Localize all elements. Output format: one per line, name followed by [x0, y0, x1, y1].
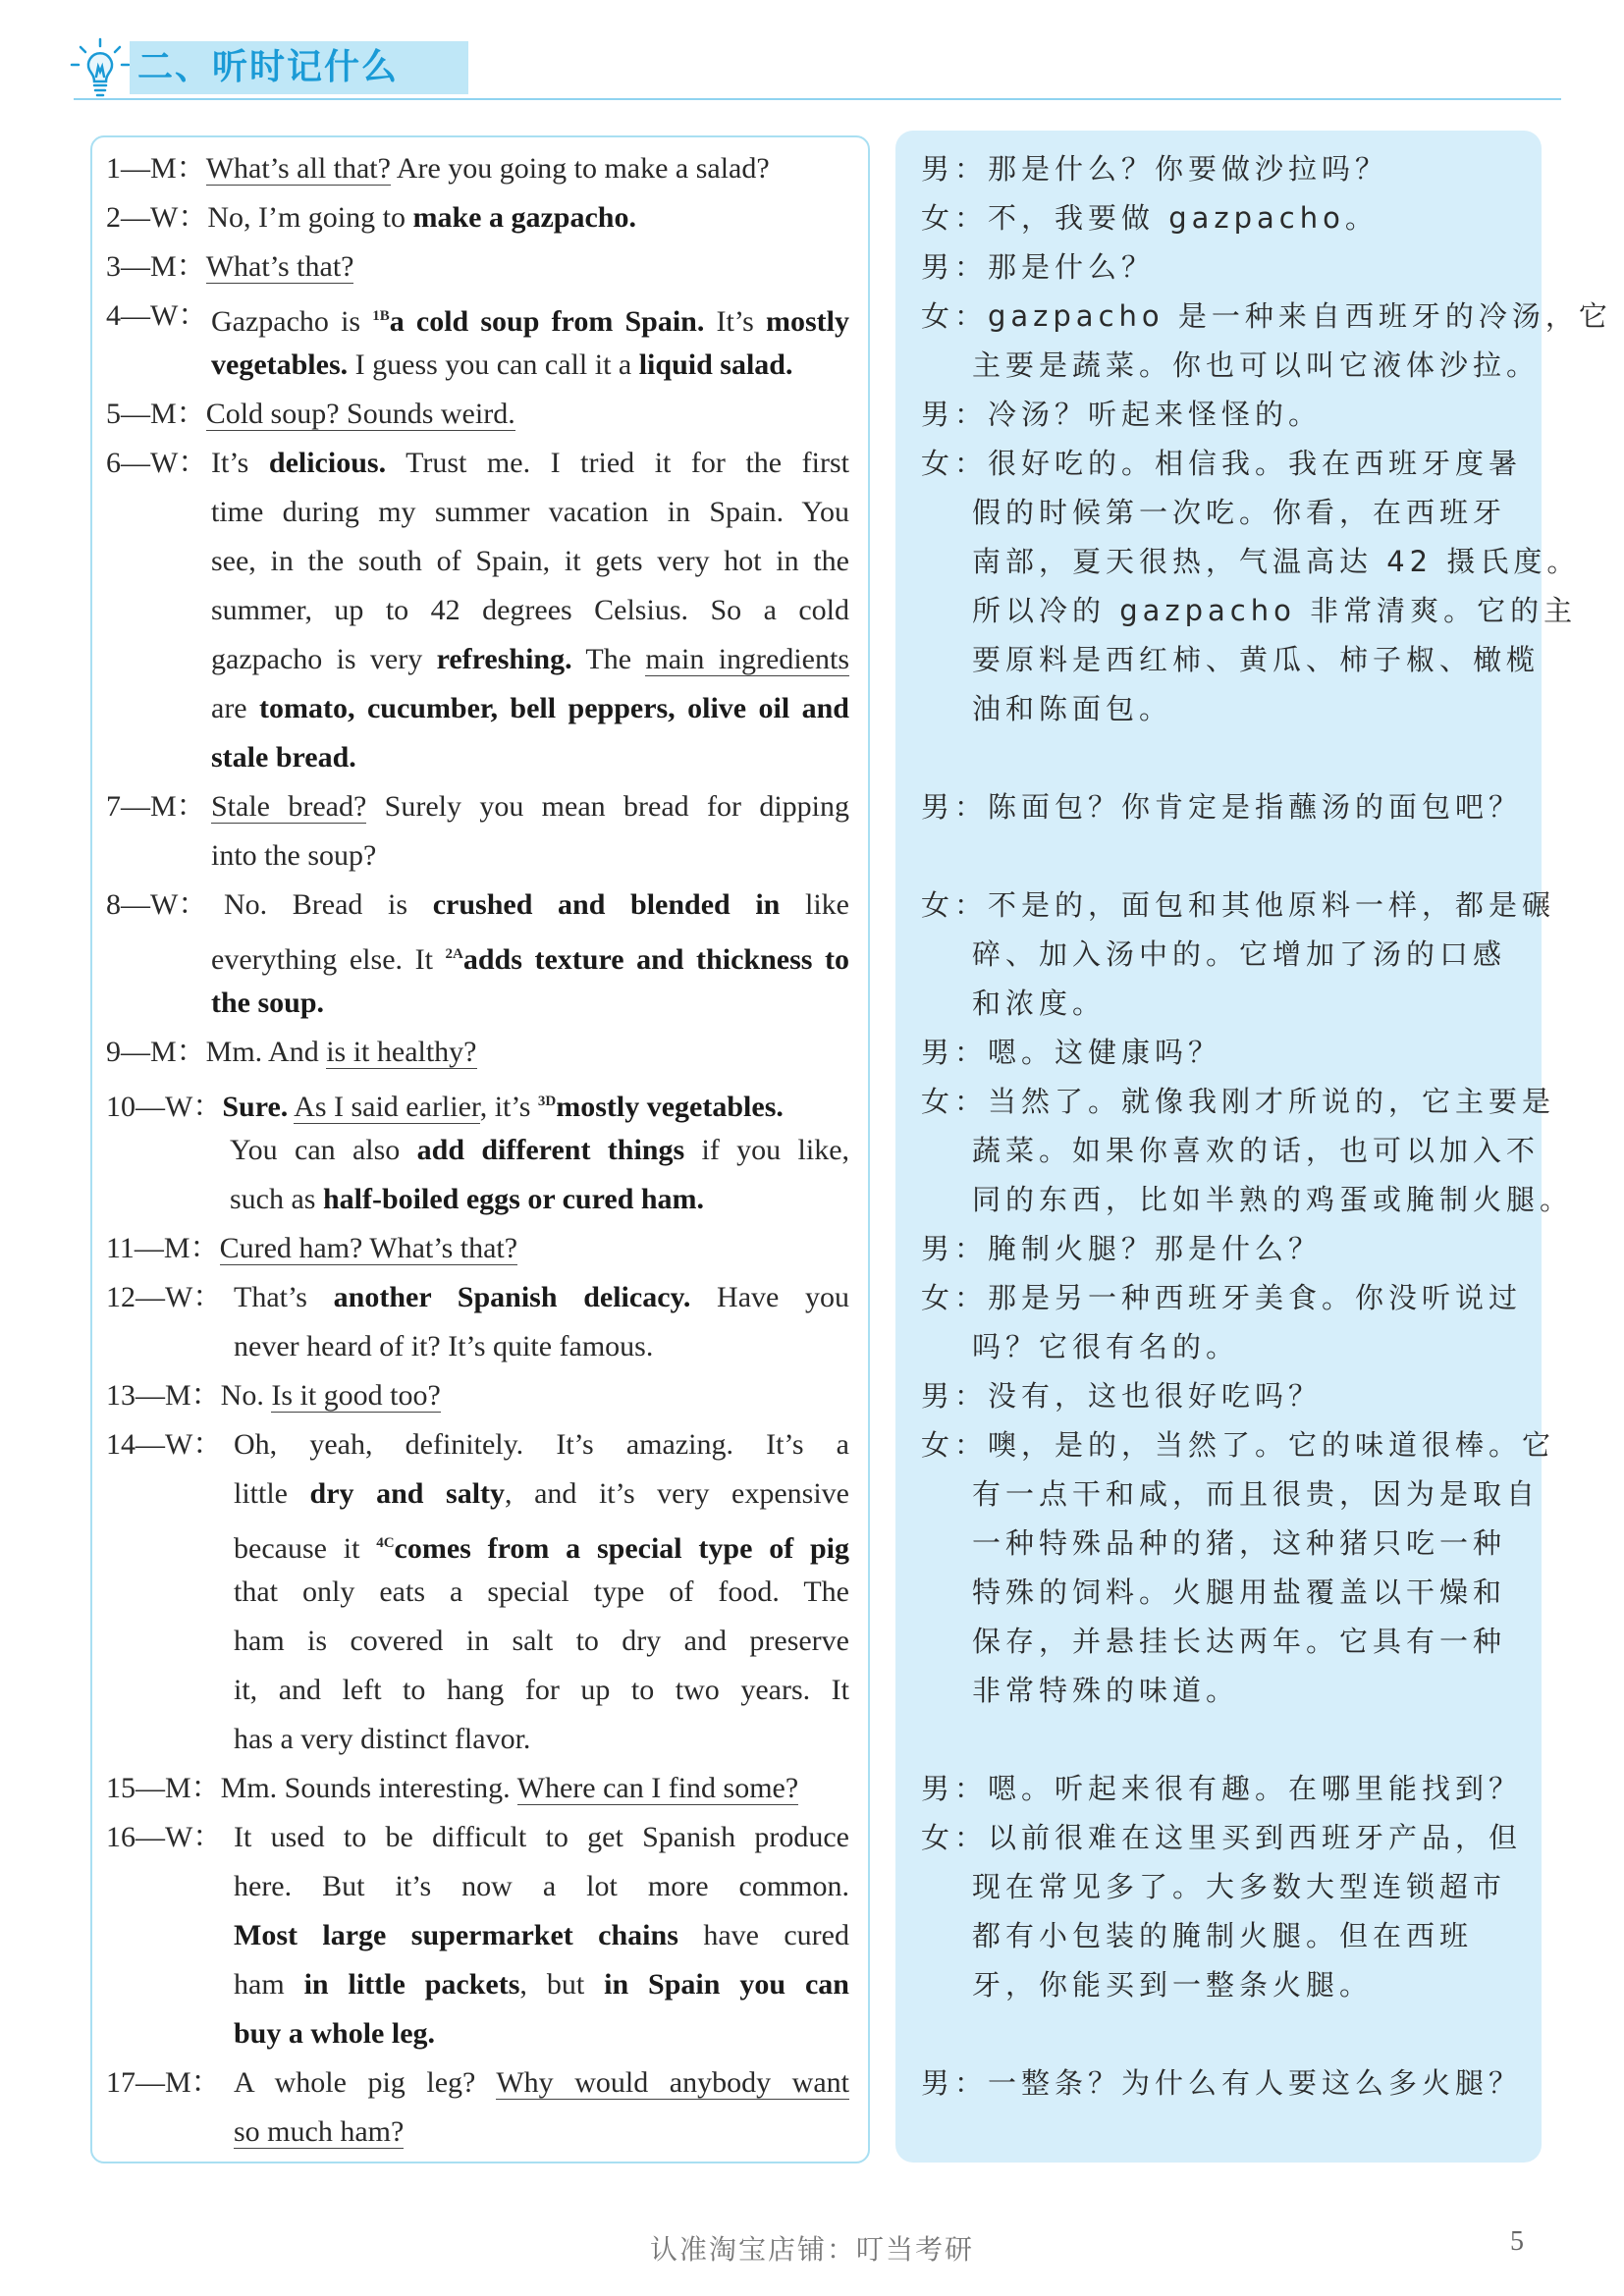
dialogue-line-6-f: are tomato, cucumber, bell peppers, olive oil and [211, 692, 849, 724]
header-divider [74, 98, 1561, 100]
dialogue-line-4: 4—W： [106, 299, 208, 332]
dialogue-line-4-b: vegetables. I guess you can call it a liquid salad. [211, 348, 793, 381]
dialogue-line-14: 14—W： [106, 1428, 223, 1461]
dialogue-line-6-e: gazpacho is very refreshing. The main ingredients [211, 643, 849, 675]
dialogue-line-14-f: it, and left to hang for up to two years. It [234, 1674, 849, 1706]
dialogue-line-17-a: A whole pig leg? Why would anybody want [234, 2066, 849, 2099]
dialogue-line-12-b: never heard of it? It’s quite famous. [234, 1330, 654, 1362]
dialogue-line-15: 15—M：Mm. Sounds interesting. Where can I find some? [106, 1772, 799, 1804]
dialogue-line-2: 2—W：No, I’m going to make a gazpacho. [106, 201, 636, 234]
dialogue-line-6-g: stale bread. [211, 741, 356, 774]
translation-line: 女：噢，是的，当然了。它的味道很棒。它 [921, 1428, 1556, 1462]
translation-line: 特殊的饲料。火腿用盐覆盖以干燥和 [972, 1575, 1507, 1609]
dialogue-line-1: 1—M：What’s all that? Are you going to make a salad? [106, 152, 770, 185]
dialogue-line-16-e: buy a whole leg. [234, 2017, 436, 2050]
translation-line: 牙，你能买到一整条火腿。 [972, 1968, 1374, 2002]
translation-line: 假的时候第一次吃。你看，在西班牙 [972, 496, 1507, 529]
dialogue-line-8-a: No. Bread is crushed and blended in like [224, 888, 849, 921]
answer-marker: 1B [372, 308, 390, 324]
dialogue-line-16: 16—W： [106, 1821, 223, 1853]
translation-line: 现在常见多了。大多数大型连锁超市 [972, 1870, 1507, 1903]
dialogue-line-14-b: little dry and salty, and it’s very expensive [234, 1477, 849, 1510]
dialogue-line-10: 10—W：Sure. As I said earlier, it’s $^{3D}$mostly vegetables. [106, 1091, 784, 1123]
translation-line: 和浓度。 [972, 987, 1107, 1020]
dialogue-line-4-a: Gazpacho is $^{1B}$a cold soup from Spain. It’s mostly [211, 305, 849, 338]
translation-line: 要原料是西红柿、黄瓜、柿子椒、橄榄 [972, 643, 1541, 676]
translation-line: 男：那是什么？你要做沙拉吗？ [921, 152, 1389, 186]
dialogue-line-12-a: That’s another Spanish delicacy. Have you [234, 1281, 849, 1313]
dialogue-line-6-a: It’s delicious. Trust me. I tried it for the first [211, 447, 849, 479]
dialogue-line-7: 7—M： [106, 790, 206, 823]
translation-line: 同的东西，比如半熟的鸡蛋或腌制火腿。 [972, 1183, 1574, 1216]
translation-line: 油和陈面包。 [972, 692, 1173, 725]
translation-line: 女：不，我要做 gazpacho。 [921, 201, 1379, 235]
dialogue-line-10-b: You can also add different things if you like, [230, 1134, 850, 1166]
translation-line: 都有小包装的腌制火腿。但在西班 [972, 1919, 1474, 1952]
page-number: 5 [1510, 2226, 1524, 2257]
translation-line: 女：那是另一种西班牙美食。你没听说过 [921, 1281, 1523, 1314]
translation-line: 男：嗯。这健康吗？ [921, 1036, 1222, 1069]
dialogue-line-6-b: time during my summer vacation in Spain. You [211, 496, 849, 528]
dialogue-line-6-c: see, in the south of Spain, it gets very hot in the [211, 545, 849, 577]
dialogue-line-16-d: ham in little packets, but in Spain you can [234, 1968, 849, 2001]
dialogue-line-12: 12—W： [106, 1281, 223, 1313]
dialogue-line-17: 17—M： [106, 2066, 221, 2099]
translation-line: 男：一整条？为什么有人要这么多火腿？ [921, 2066, 1523, 2100]
section-title: 二、听时记什么 [137, 47, 400, 87]
dialogue-line-14-a: Oh, yeah, definitely. It’s amazing. It’s a [234, 1428, 849, 1461]
translation-line: 男：那是什么？ [921, 250, 1156, 284]
translation-line: 男：冷汤？听起来怪怪的。 [921, 398, 1323, 431]
translation-line: 女：gazpacho 是一种来自西班牙的冷汤，它 [921, 299, 1612, 333]
translation-line: 女：当然了。就像我刚才所说的，它主要是 [921, 1085, 1556, 1118]
dialogue-line-14-g: has a very distinct flavor. [234, 1723, 531, 1755]
translation-line: 保存，并悬挂长达两年。它具有一种 [972, 1625, 1507, 1658]
translation-line: 女：很好吃的。相信我。我在西班牙度暑 [921, 447, 1523, 480]
dialogue-line-5: 5—M：Cold soup? Sounds weird. [106, 398, 515, 430]
dialogue-line-16-a: It used to be difficult to get Spanish produce [234, 1821, 849, 1853]
translation-line: 所以冷的 gazpacho 非常清爽。它的主 [972, 594, 1578, 627]
translation-line: 蔬菜。如果你喜欢的话，也可以加入不 [972, 1134, 1541, 1167]
dialogue-line-9: 9—M：Mm. And is it healthy? [106, 1036, 477, 1068]
dialogue-line-3: 3—M：What’s that? [106, 250, 354, 283]
dialogue-line-14-e: ham is covered in salt to dry and preserve [234, 1625, 849, 1657]
translation-line: 吗？它很有名的。 [972, 1330, 1240, 1363]
footer-shop-text: 认准淘宝店铺：叮当考研 [649, 2233, 974, 2266]
dialogue-line-14-c: because it $^{4C}$comes from a special type of pig [234, 1532, 850, 1565]
translation-line: 主要是蔬菜。你也可以叫它液体沙拉。 [972, 348, 1541, 382]
dialogue-line-8-b: everything else. It $^{2A}$adds texture and thickness to [211, 943, 849, 976]
lightbulb-icon [69, 37, 132, 100]
dialogue-line-16-c: Most large supermarket chains have cured [234, 1919, 849, 1951]
dialogue-line-6: 6—W： [106, 447, 208, 479]
dialogue-line-13: 13—M：No. Is it good too? [106, 1379, 441, 1412]
dialogue-line-14-d: that only eats a special type of food. The [234, 1575, 849, 1608]
translation-line: 碎、加入汤中的。它增加了汤的口感 [972, 937, 1507, 971]
dialogue-line-8-c: the soup. [211, 987, 325, 1019]
dialogue-line-17-b: so much ham? [234, 2115, 405, 2148]
dialogue-line-7-a: Stale bread? Surely you mean bread for dipping [211, 790, 849, 823]
dialogue-line-6-d: summer, up to 42 degrees Celsius. So a cold [211, 594, 849, 626]
translation-line: 一种特殊品种的猪，这种猪只吃一种 [972, 1526, 1507, 1560]
translation-line: 南部，夏天很热，气温高达 42 摄氏度。 [972, 545, 1581, 578]
turn-number: 1 [106, 152, 121, 185]
translation-line: 有一点干和咸，而且很贵，因为是取自 [972, 1477, 1541, 1511]
translation-line: 男：没有，这也很好吃吗？ [921, 1379, 1323, 1413]
dialogue-line-7-b: into the soup? [211, 839, 377, 872]
dialogue-line-8: 8—W： [106, 888, 208, 921]
dialogue-line-11: 11—M：Cured ham? What’s that? [106, 1232, 518, 1264]
dialogue-line-10-c: such as half-boiled eggs or cured ham. [230, 1183, 705, 1215]
translation-line: 男：陈面包？你肯定是指蘸汤的面包吧？ [921, 790, 1523, 824]
translation-line: 女：不是的，面包和其他原料一样，都是碾 [921, 888, 1556, 922]
section-header [69, 37, 1561, 100]
underlined-phrase: What’s all that? [205, 152, 391, 185]
translation-line: 非常特殊的味道。 [972, 1674, 1240, 1707]
dialogue-line-16-b: here. But it’s now a lot more common. [234, 1870, 849, 1902]
translation-line: 男：腌制火腿？那是什么？ [921, 1232, 1323, 1265]
translation-line: 男：嗯。听起来很有趣。在哪里能找到？ [921, 1772, 1523, 1805]
translation-line: 女：以前很难在这里买到西班牙产品，但 [921, 1821, 1523, 1854]
